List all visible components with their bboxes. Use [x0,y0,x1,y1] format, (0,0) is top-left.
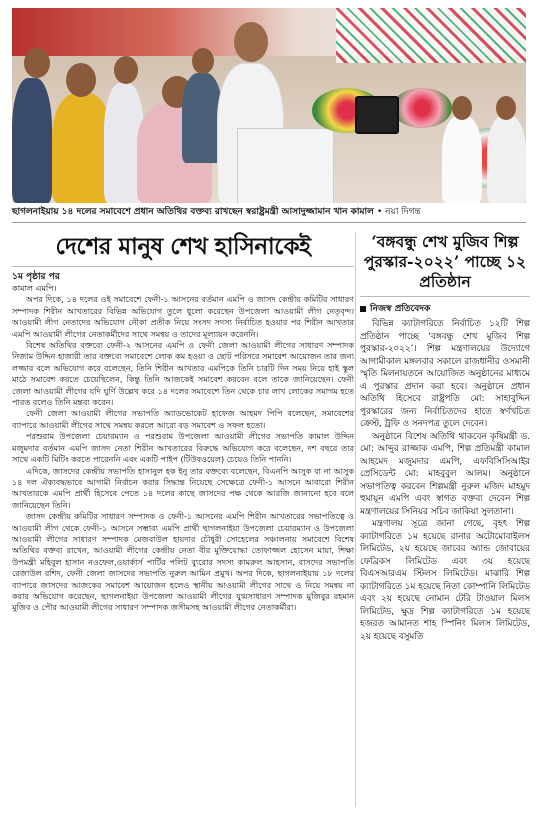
photo-person [52,93,112,203]
photo-head [66,63,96,97]
news-photo [12,8,526,203]
paragraph: এদিকে, জাসদের কেন্দ্রীয় সভাপতি হাসানুল হক ইনু তার বক্তব্যে বলেছেন, বিএনপি আসুক বা না আসুক ১৪ দল ঐক্যবদ্ধভাবে আগামী নির্বাচন করার সিদ্ধান্ত নিয়েছে সেক্ষেত্রে ফেনী-১ আসনে আবারো শিরীন আখতারকে এমপি প্রার্থী হিসেবে পেতে ১৪ দলের কাছে জাসদের পক্ষ থেকে আরজি জানানো হবে বলে জানিয়েছেন তিনি। [12,465,354,510]
photo-head [452,96,472,120]
divider [12,222,526,223]
paragraph: অনুষ্ঠানে বিশেষ অতিথি থাকবেন কৃষিমন্ত্রী ড. মো: আব্দুর রাজ্জাক এমপি, শিল্প প্রতিমন্ত্রী কামাল আহমেদ মজুমদার এমপি, এফবিসিসিআইর প্রেসিডেন্ট মো: মাহবুবুল আলম। অনুষ্ঠানে সভাপতিত্ব করবেন শিল্পমন্ত্রী নুরুল মজিদ মাহমুদ হুমায়ূন এমপি এবং স্বাগত বক্তব্য দেবেন শিল্প মন্ত্রণালয়ের সিনিয়র সচিব জাকিয়া সুলতানা। [360,431,530,517]
right-article [360,230,530,643]
paragraph: বিশেষ অতিথির বক্তব্যে ফেনী-২ আসনের এমপি ও ফেনী জেলা আওয়ামী লীগের সাধারণ সম্পাদক নিজাম উদ্দিন হাজারী তার বক্তব্যে সমাবেশে লোক কম হওয়া ও ছোট পরিসরে সমাবেশ আয়োজন তার জন্য লজ্জার বলে অভিযোগ করে বলেছেন, তিনি শিরীন আখতার এমপিকে তিনি চারটি দিন সময় নিয়ে হাই স্কুল মাঠে সমাবেশ করতে চেয়েছিলেন, কিন্তু তিনি আজকেই সমাবেশ করবেন বলে তাকে জানিয়েছেন। ফেনী জেলা আওয়ামী লীগের যদি ঘুর্ণি উল্লেখ করে ১৪ দলের সমাবেশে তিন থেকে চার লাখ লোকের সমাগম হতে পারত বলেও তিনি মন্তব্য করেন। [12,340,354,408]
column-divider [355,232,356,807]
photo-person [487,116,526,203]
photo-caption [12,206,526,219]
photo-person [182,73,222,163]
photo-person [12,78,52,203]
photo-person [442,116,482,203]
right-body [360,318,530,643]
photo-head [496,96,516,120]
podium [237,128,334,203]
byline-text: নিজস্ব প্রতিবেদক [370,304,431,314]
photo-head [114,56,138,84]
paragraph: ফেনী জেলা আওয়ামী লীগের সভাপতি অ্যাডভোকেট হাফেজ আহমদ পিপি বলেছেন, সমাবেশের ব্যাপারে আওয়ামী লীগের সাথে সমন্বয় করলে আরো বড় সমাবেশ ও সফল হতো। [12,408,354,430]
paragraph: কামাল এমপি। [12,283,57,293]
photo-head [24,48,50,78]
tent-canopy [336,8,526,63]
photo-head [192,48,214,74]
phone-camera [355,96,399,134]
speaker-head [234,22,268,62]
paragraph: অপর দিকে, ১৪ দলের ওই সমাবেশে ফেনী-১ আসনের বর্তমান এমপি ও জাসদ কেন্দ্রীয় কমিটির সাধারণ সম্পাদক শিরীন আখতারের বিভিন্ন অভিযোগ তুলে ধুলো করেছেন উপজেলা আওয়ামী লীগ নেতৃবৃন্দ। আওয়ামী লীগ নেতাদের অভিযোগ নৌকা প্রতীক নিয়ে সংসদ সদস্য নির্বাচিত হওয়ার পর শিরীন আখতার এমপি আওয়ামী লীগের নেতাকর্মীদের সাথে সমন্বয় ও তাদের মূল্যায়ন করেননি। [12,294,354,339]
left-article [12,230,354,614]
left-headline: দেশের মানুষ শেখ হাসিনাকেই [12,230,354,267]
paragraph: পরশুরাম উপজেলা চেয়ারম্যান ও পরশুরাম উপজেলা আওয়ামী লীগের সভাপতি কামাল উদ্দিন মজুমদার বর্তমান এমপি জাসদ নেতা শিরীন আখতারের বিরুদ্ধে অভিযোগ করে বলেছেন, দশ বছরে তার সাথে একটি মিটিং করতে পারেননি এবং একটি পাইপ (টিউবওয়েল) চেয়েও তিনি পাননি। [12,431,354,465]
flower-arrangement [392,88,452,128]
bullet-square-icon [360,306,366,312]
paragraph: বিভিন্ন ক্যাটাগরিতে নির্বাচিত ১২টি শিল্প প্রতিষ্ঠান পাচ্ছে ‘বঙ্গবন্ধু শেখ মুজিব শিল্প পুরস্কার-২০২২’। শিল্প মন্ত্রণালয়ের উদ্যোগে আগামীকাল মঙ্গলবার সকালে রাজধানীর ওসমানী স্মৃতি মিলনায়তনে আয়োজিত অনুষ্ঠানের মাধ্যমে এ পুরস্কার প্রদান করা হবে। অনুষ্ঠানে প্রধান অতিথি হিসেবে রাষ্ট্রপতি মো: সাহাবুদ্দিন পুরস্কারের জন্য নির্বাচিতদের হাতে স্বর্ণখচিত ক্রেস্ট, ট্রফি ও সনদপত্র তুলে দেবেন। [360,319,530,429]
right-headline: ‘বঙ্গবন্ধু শেখ মুজিব শিল্প পুরস্কার-২০২২’ পাচ্ছে ১২ প্রতিষ্ঠান [360,230,530,297]
paragraph: মন্ত্রণালয় সূত্রে জানা গেছে, বৃহৎ শিল্প ক্যাটাগরিতে ১ম হয়েছে রানার অটোমোবাইলস লিমিটেড, ২য় হয়েছে জাবের অ্যান্ড জোবায়ের ফেব্রিকস লিমিটেড এবং ৩য় হয়েছে বিএসআরএম স্টিলস লিমিটেড। মাঝারি শিল্প ক্যাটাগরিতে ১ম হয়েছে নিতা কোম্পানি লিমিটেড এবং ২য় হয়েছে নোমান টেরি টাওয়াল মিলস লিমিটেড, ক্ষুদ্র শিল্প ক্যাটাগরিতে ১ম হয়েছে হজরত আমানত শাহ স্পিনিং মিলস লিমিটেড, ২য় হয়েছে বসুমতি [360,519,530,642]
photo-credit: • নয়া দিগন্ত [376,207,421,217]
paragraph: জাসদ কেন্দ্রীয় কমিটির সাধারণ সম্পাদক ও ফেনী-১ আসনের এমপি শিরীন আখতারের সভাপতিত্বে ও আওয়ামী লীগ থেকে ফেনী-১ আসনে সম্ভাব্য এমপি প্রার্থী ছাগলনাইয়া উপজেলা চেয়ারম্যান ও উপজেলা আওয়ামী লীগের সাধারণ সম্পাদক মেজবাউল হায়দার চৌধুরী সোহেলের সঞ্চালনায় সমাবেশে বিশেষ অতিথির বক্তব্য রাখেন, আওয়ামী লীগের কেন্দ্রীয় নেতা বীর মুক্তিযোদ্ধা তোফাজ্জল হোসেন মায়া, শিক্ষা উপমন্ত্রী মহিবুল হাসান নওফেল,ওয়ার্কার্স পার্টির পলিট ব্যুরোর সদস্য কামরুল আহসান, বাসদের সভাপতি রেজাউল রশিদ, ফেনী জেলা জাসদের সভাপতি নুরুল আমিন প্রমুখ। অপর দিকে, ছাগলনাইয়ায় ১৮ দলের ব্যাপারে জাসদের আজকের সমাবেশ আয়োজন হলেও স্থানীয় আওয়ামী লীগের সাথে ও নিয়ে সমন্বয় না করার অভিযোগ করেছেন, ছাগলনাইয়া উপজেলা আওয়ামী লীগের যুগ্মসাধারণ সম্পাদক মুজিবুর রহমান মুজিব ও পৌর আওয়ামী লীগের সাধারণ সম্পাদক জসীমসহ আওয়ামী লীগের নেতাকর্মীরা। [12,511,354,613]
caption-text: ছাগলনাইয়ায় ১৪ দলের সমাবেশে প্রধান অতিথির বক্তব্য রাখছেন স্বরাষ্ট্রমন্ত্রী আসাদুজ্জামান খান কামাল [12,207,374,217]
continued-from: ১ম পৃষ্ঠার পর [12,272,60,282]
left-body [12,283,354,614]
byline [360,301,530,316]
